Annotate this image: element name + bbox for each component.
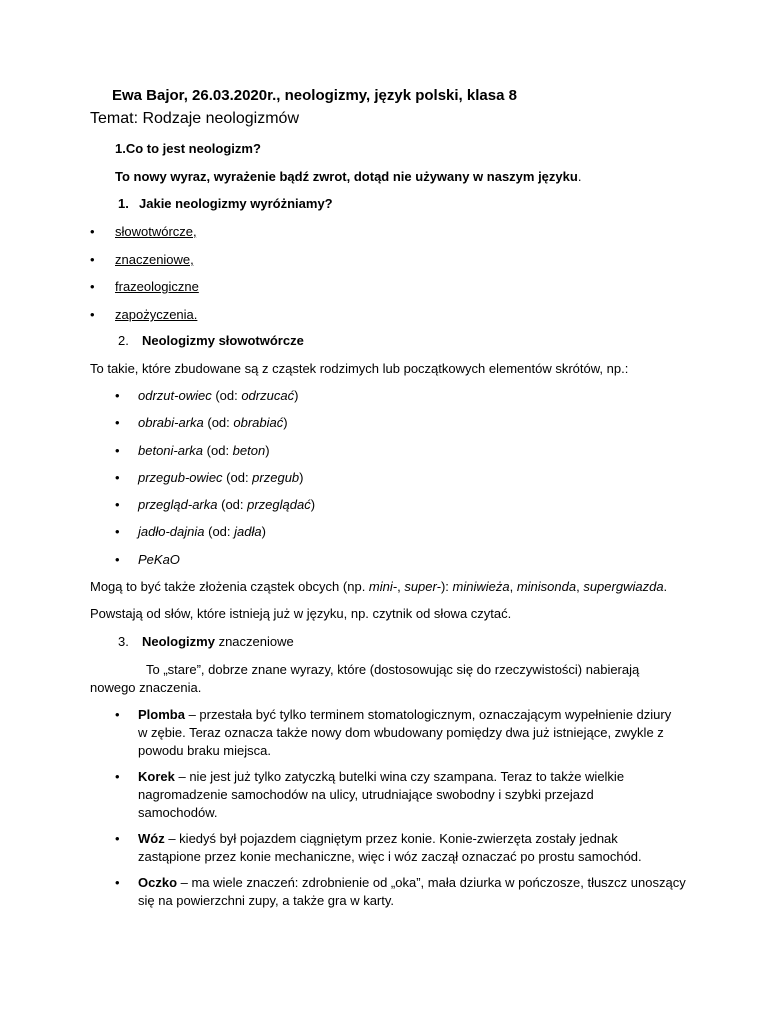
- bullet-icon: •: [90, 307, 95, 322]
- bullet-icon: •: [90, 279, 95, 294]
- section-3-intro-line: To „stare”, dobrze znane wyrazy, które (dostosowując się do rzeczywistości) nabierają: [146, 662, 640, 677]
- example-item: betoni-arka (od: beton): [138, 443, 270, 458]
- meaning-item-line: się na powierzchni zupy, a także gra w karty.: [138, 893, 395, 908]
- bullet-icon: •: [90, 252, 95, 267]
- bullet-icon: •: [115, 707, 120, 722]
- origin-note: Powstają od słów, które istnieją już w języku, np. czytnik od słowa czytać.: [90, 606, 512, 621]
- type-item: znaczeniowe,: [115, 252, 194, 267]
- meaning-item-line: Plomba – przestała być tylko terminem stomatologicznym, oznaczającym wypełnienie dziury: [138, 707, 672, 722]
- section-3-intro-line: nowego znaczenia.: [90, 680, 202, 695]
- bullet-icon: •: [115, 415, 120, 430]
- meaning-item-line: nagromadzenie samochodów na ulicy, utrudniające swobodny i szybki przejazd: [138, 787, 594, 802]
- document-header: Ewa Bajor, 26.03.2020r., neologizmy, język polski, klasa 8: [112, 87, 517, 104]
- section-2-number: 2.: [118, 333, 129, 348]
- question-2-number: 1.: [118, 196, 129, 211]
- bullet-icon: •: [115, 875, 120, 890]
- type-item: frazeologiczne: [115, 279, 199, 294]
- topic-title: Temat: Rodzaje neologizmów: [90, 110, 299, 127]
- type-item: słowotwórcze,: [115, 224, 197, 239]
- meaning-item-line: w zębie. Teraz oznacza także nowy dom wbudowany pomiędzy dwa już istniejące, zwykle z: [138, 725, 664, 740]
- meaning-item-line: Korek – nie jest już tylko zatyczką butelki wina czy szampana. Teraz to także wielkie: [138, 769, 625, 784]
- bullet-icon: •: [115, 831, 120, 846]
- bullet-icon: •: [115, 470, 120, 485]
- example-item: przegląd-arka (od: przeglądać): [138, 497, 316, 512]
- foreign-parts-note: Mogą to być także złożenia cząstek obcych (np. mini-, super-): miniwieża, minisonda, supergwiazda.: [90, 579, 668, 594]
- bullet-icon: •: [115, 552, 120, 567]
- type-item: zapożyczenia.: [115, 307, 198, 322]
- question-2-title: Jakie neologizmy wyróżniamy?: [139, 196, 333, 211]
- example-item: jadło-dajnia (od: jadła): [138, 524, 266, 539]
- example-item: odrzut-owiec (od: odrzucać): [138, 388, 299, 403]
- meaning-item-line: powodu braku miejsca.: [138, 743, 271, 758]
- bullet-icon: •: [115, 497, 120, 512]
- bullet-icon: •: [115, 524, 120, 539]
- bullet-icon: •: [115, 443, 120, 458]
- question-1-answer: To nowy wyraz, wyrażenie bądź zwrot, dotąd nie używany w naszym języku.: [115, 169, 582, 184]
- bullet-icon: •: [90, 224, 95, 239]
- bullet-icon: •: [115, 388, 120, 403]
- meaning-item-line: samochodów.: [138, 805, 218, 820]
- example-item: przegub-owiec (od: przegub): [138, 470, 304, 485]
- meaning-item-line: Oczko – ma wiele znaczeń: zdrobnienie od „oka”, mała dziurka w pończosze, tłuszcz unoszący: [138, 875, 686, 890]
- section-3-title: Neologizmy znaczeniowe: [142, 634, 294, 649]
- bullet-icon: •: [115, 769, 120, 784]
- section-2-intro: To takie, które zbudowane są z cząstek rodzimych lub początkowych elementów skrótów, np.:: [90, 361, 629, 376]
- example-item: PeKaO: [138, 552, 180, 567]
- section-3-number: 3.: [118, 634, 129, 649]
- meaning-item-line: Wóz – kiedyś był pojazdem ciągniętym przez konie. Konie-zwierzęta zostały jednak: [138, 831, 618, 846]
- section-2-title: Neologizmy słowotwórcze: [142, 333, 304, 348]
- example-item: obrabi-arka (od: obrabiać): [138, 415, 288, 430]
- meaning-item-line: zastąpione przez konie mechaniczne, więc i wóz zaczął oznaczać po prostu samochód.: [138, 849, 642, 864]
- question-1-title: 1.Co to jest neologizm?: [115, 141, 261, 156]
